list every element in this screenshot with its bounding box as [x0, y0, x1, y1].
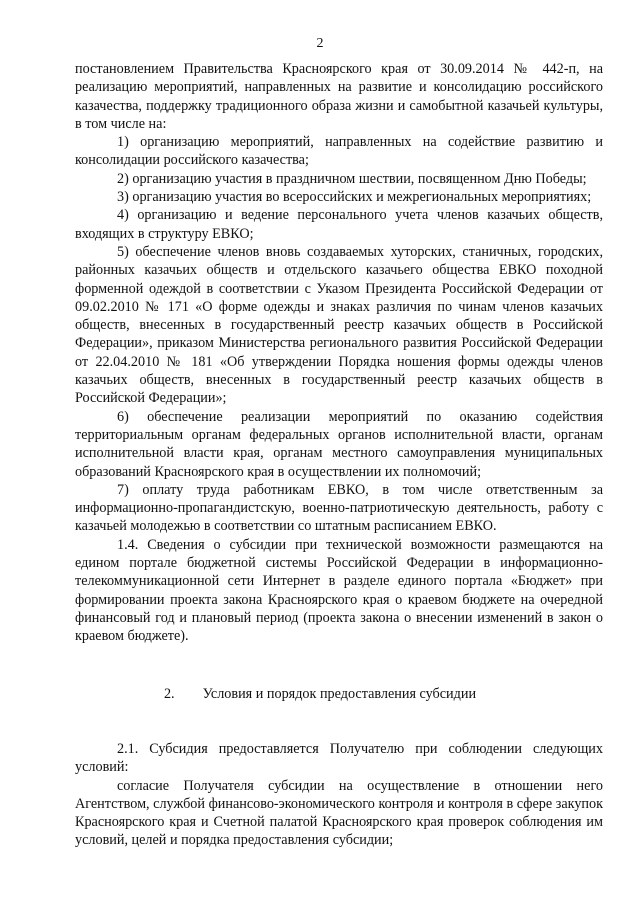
list-item-3: 3) организацию участия во всероссийских и межрегиональных мероприятиях; — [117, 189, 592, 206]
list-item-1: 1) организацию мероприятий, направленных на содействие развитию и консолидации российского казачества; — [75, 134, 603, 169]
page-number: 2 — [316, 36, 324, 51]
section-title: Условия и порядок предоставления субсидии — [202, 686, 477, 702]
list-item-7: 7) оплату труда работникам ЕВКО, в том числе ответственным за информационно-пропагандистскую, военно-патриотическую деятельность, работу с казачьей молодежью в соответствии со штатным расписанием ЕВКО. — [75, 481, 603, 535]
paragraph-intro: постановлением Правительства Красноярского края от 30.09.2014 № 442-п, на реализацию мероприятий, направленных на развитие и консолидацию российского казачества, поддержку традиционного образа жизни и самобытной казачьей культуры, в том числе на: — [75, 61, 603, 132]
body-text-part-1 — [75, 60, 603, 646]
paragraph-1-4: 1.4. Сведения о субсидии при технической возможности размещаются на едином портале бюджетной системы Российской Федерации в информационно-телекоммуникационной сети Интернет в разделе единого портала «Бюджет» при формировании проекта закона Красноярского края о краевом бюджете на очередной финансовый год и плановый период (проекта закона о внесении изменений в закон о краевом бюджете). — [75, 536, 603, 645]
list-item-4: 4) организацию и ведение персонального учета членов казачьих обществ, входящих в структуру ЕВКО; — [75, 207, 603, 242]
paragraph-consent: согласие Получателя субсидии на осуществление в отношении него Агентством, службой финансово-экономического контроля и контроля в сфере закупок Красноярского края и Счетной палатой Красноярского края проверок соблюдения им условий, целей и порядка предоставления субсидии; — [75, 777, 603, 849]
section-heading — [0, 685, 640, 703]
list-item-6: 6) обеспечение реализации мероприятий по оказанию содействия территориальным органам федеральных органов исполнительной власти, органам исполнительной власти края, органам местного самоуправления муниципальных образований Красноярского края в осуществлении их полномочий; — [75, 408, 603, 480]
section-number: 2. — [163, 686, 175, 702]
paragraph-2-1: 2.1. Субсидия предоставляется Получателю при соблюдении следующих условий: — [75, 741, 603, 776]
list-item-5: 5) обеспечение членов вновь создаваемых хуторских, станичных, городских, районных казачьих обществ и отдельского казачьего общества ЕВКО походной форменной одеждой в соответствии с Указом Президента Российской Федерации от 09.02.2010 № 171 «О форме одежды и знаках различия по чинам членов казачьих обществ, внесенных в государственный реестр казачьих обществ в Российской Федерации», приказом Министерства регионального развития Российской Федерации от 22.04.2010 № 181 «Об утверждении Порядка ношения формы одежды членов казачьих обществ, внесенных в государственный реестр казачьих обществ в Российской Федерации»; — [75, 243, 603, 407]
list-item-2: 2) организацию участия в праздничном шествии, посвященном Дню Победы; — [117, 170, 587, 187]
body-text-part-2 — [75, 740, 603, 850]
